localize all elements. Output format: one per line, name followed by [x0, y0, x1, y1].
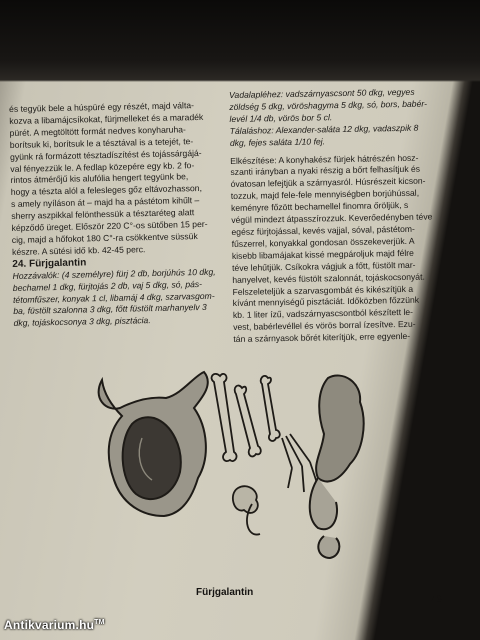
text-line: kozva a libamájcsíkokat, fürjmelleket és a maradék [9, 111, 204, 126]
text-line: pürét. A megtöltött formát nedves konyharuha- [9, 124, 186, 138]
bones-drawing [212, 374, 318, 535]
ingredients-block [12, 266, 219, 330]
right-text-column [229, 86, 457, 346]
text-line: képződő üreget. Először 220 C°-os sütőben 15 per- [11, 218, 208, 234]
deboned-quail-drawing [99, 372, 208, 516]
text-line: bechamel 1 dkg, fürjtojás 2 db, vaj 5 dkg, só, pás- [12, 278, 203, 293]
text-line: szanti irányban a nyaki részig a bőrt felhasítjuk és [230, 164, 421, 178]
watermark-text: Antikvarium.hu [4, 618, 95, 632]
stock-and-serving-block [229, 86, 454, 149]
text-line: Vadalapléhez: vadszárnyascsont 50 dkg, vegyes [229, 86, 415, 100]
text-line: kisebb libamájakat kissé megpároljuk majd félre [231, 247, 414, 261]
text-line: tozzuk, majd fele-fele mennyiségben borjúhússal, [230, 187, 420, 202]
trademark-mark: TM [94, 619, 105, 626]
left-text-column [9, 100, 220, 330]
page-number: 49 [431, 594, 443, 605]
text-line: rintos átmérőjű kis alufólia hengert tegyünk be, [10, 171, 189, 186]
text-line: hanyelvet, kevés füstölt szalonnát, tojáskocsonyát. [232, 271, 425, 285]
text-line: Hozzávalók: (4 személyre) fürj 2 db, borjúhús 10 dkg, [12, 266, 216, 281]
quail-galantine-illustration [92, 368, 382, 568]
text-line: borítsuk ki, borítsuk le a tésztával is a tetejét, te- [9, 135, 194, 150]
text-line: tétomfűszer, konyak 1 cl, libamáj 4 dkg, szarvasgom- [12, 290, 215, 305]
text-line: hogy a tészta alól a felesleges gőz eltávozhasson, [10, 183, 203, 198]
text-line: óvatosan lefejtjük a szárnyasról. Húsrészeit kicson- [230, 175, 426, 190]
text-line: tán a szárnyasok bőrét kiterítjük, erre egyenle- [233, 331, 411, 345]
recipe-title: 24. Fürjgalantin [12, 257, 87, 270]
text-line: kb. 1 liter ízű, vadszárnyascsontból készített le- [232, 307, 414, 321]
text-line: Tálaláshoz: Alexander-saláta 12 dkg, vadaszpik 8 [229, 122, 419, 136]
text-line: végül mindezt átpasszírozzuk. Keverőedényben téve [231, 211, 433, 226]
text-line: gyünk rá formázott tésztadíszítést és tojássárgájá- [9, 147, 202, 162]
method-paragraph [230, 152, 457, 346]
site-watermark [4, 618, 105, 632]
quail-legs-drawing [310, 375, 364, 558]
text-line: levél 1/4 db, vörös bor 5 cl. [229, 112, 333, 124]
text-line: Elkészítése: A konyhakész fürjek hátrészén hosz- [230, 152, 419, 166]
page-top-shadow [0, 0, 480, 82]
text-line: és tegyük bele a húspüré egy részét, majd válta- [9, 100, 195, 114]
text-line: egész fürjtojással, kevés vajjal, sóval, pástétom- [231, 223, 415, 237]
figure-caption: Fürjgalantin [196, 587, 254, 598]
text-line: kívánt mennyiségű pisztáciát. Időközben főzzünk [232, 295, 420, 309]
text-line: sherry aszpikkal felönthessük a tésztaréteg alatt [11, 207, 195, 222]
text-line: téve lehűtjük. Csíkokra vágjuk a főtt, füstölt mar- [232, 259, 416, 273]
text-line: keményre főzött bechamellel finomra őröljük, s [230, 200, 409, 214]
text-line: ba, füstölt szalonna 3 dkg, főtt füstölt marhanyelv 3 [13, 302, 207, 317]
text-line: zöldség 5 dkg, vöröshagyma 5 dkg, só, bors, babér- [229, 98, 427, 112]
text-line: dkg, fejes saláta 1/10 fej. [229, 135, 326, 148]
text-line: cig, majd a hőfokot 180 C°-ra csökkentve süssük [11, 231, 198, 245]
intro-paragraph [9, 100, 218, 259]
text-line: készre. A sütési idő kb. 42-45 perc. [11, 244, 146, 257]
text-line: dkg, tojáskocsonya 3 dkg, pisztácia. [13, 315, 151, 329]
text-line: vest, babérlevéllel és vörös borral ízesítve. Ezu- [233, 318, 416, 333]
text-line: Felszeleteljük a szarvasgombát és kikészítjük a [232, 283, 414, 297]
text-line: s amely nyíláson át – majd ha a pástétom kihűlt – [10, 195, 200, 210]
text-line: val fényezzük le. A fedlap közepére egy kb. 2 fo- [10, 159, 195, 174]
text-line: fűszerrel, konyakkal gondosan összekeverjük. A [231, 235, 415, 249]
